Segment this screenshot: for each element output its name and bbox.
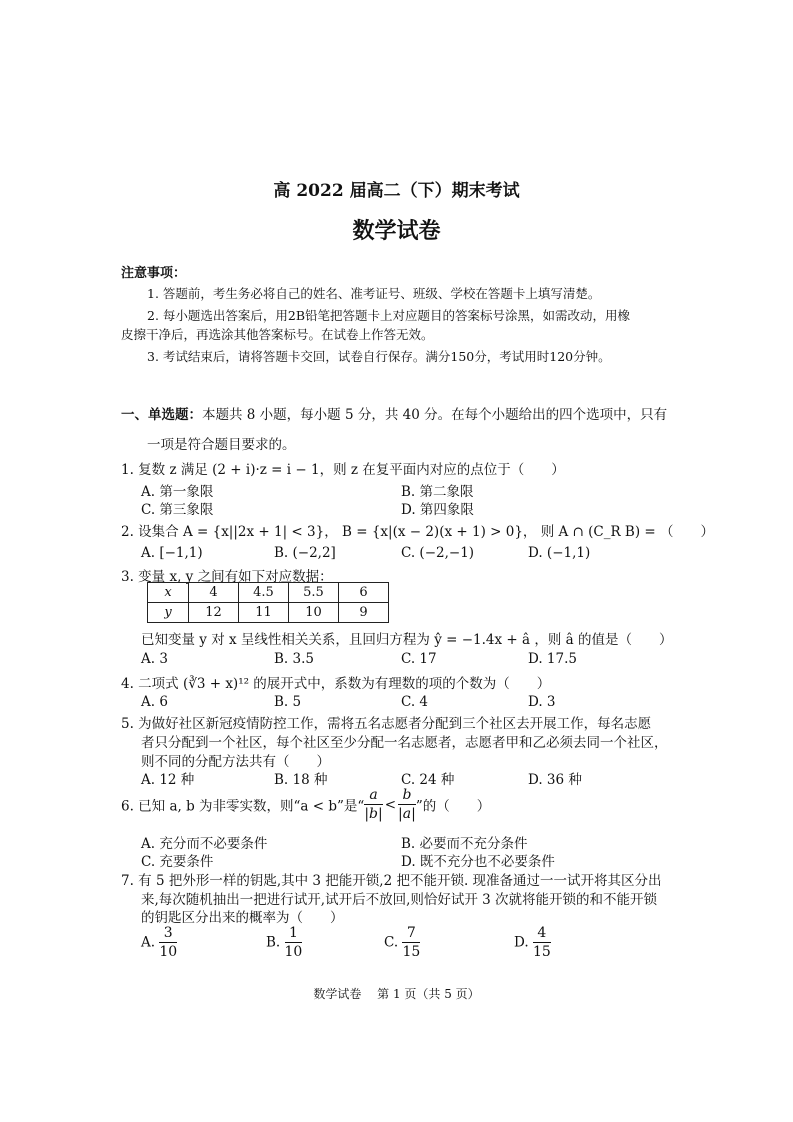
- section-heading: [121, 403, 667, 423]
- fraction-numerator: 4: [533, 924, 551, 943]
- table-cell: 9: [339, 603, 389, 623]
- q6-stem: [121, 786, 490, 823]
- option-label: B.: [266, 934, 281, 951]
- section-text: 本题共 8 小题，每小题 5 分，共 40 分。在每个小题给出的四个选项中，只有: [202, 407, 668, 423]
- q4-option-c: C. 4: [401, 694, 429, 710]
- q2-option-a: A. [−1,1): [141, 545, 203, 561]
- exam-title: 高 2022 届高二（下）期末考试: [273, 181, 520, 201]
- table-cell: 11: [239, 603, 289, 623]
- option-label: D.: [514, 934, 529, 951]
- table-cell: 12: [189, 603, 239, 623]
- section-text-cont: 一项是符合题目要求的。: [147, 437, 296, 453]
- q5-option-b: B. 18 种: [274, 772, 328, 788]
- table-cell: 10: [289, 603, 339, 623]
- q1-option-c: C. 第三象限: [141, 502, 214, 518]
- fraction-denominator: |b|: [364, 806, 383, 822]
- table-cell: 5.5: [289, 583, 339, 603]
- q1-option-a: A. 第一象限: [141, 484, 214, 500]
- fraction-denominator: 15: [532, 944, 551, 960]
- q4-stem: 4. 二项式 (∛3 + x)¹² 的展开式中，系数为有理数的项的个数为（ ）: [121, 676, 551, 692]
- table-header-x: x: [148, 583, 189, 603]
- q6-fraction-1: [364, 786, 382, 823]
- note-item-3: 3. 考试结束后，请将答题卡交回，试卷自行保存。满分150分，考试用时120分钟。: [147, 349, 611, 364]
- note-item-1: 1. 答题前，考生务必将自己的姓名、准考证号、班级、学校在答题卡上填写清楚。: [147, 286, 601, 301]
- q4-option-a: A. 6: [141, 694, 168, 710]
- q7-fraction-b: [285, 924, 303, 961]
- q5-line-2: 者只分配到一个社区，每个社区至少分配一名志愿者，志愿者甲和乙必须去同一个社区，: [141, 735, 668, 751]
- fraction-numerator: b: [398, 786, 416, 805]
- q3-option-a: A. 3: [141, 651, 168, 667]
- q2-option-c: C. (−2,−1): [401, 545, 475, 561]
- q6-option-b: B. 必要而不充分条件: [401, 836, 528, 852]
- q7-option-a: [141, 924, 177, 961]
- q6-option-c: C. 充要条件: [141, 854, 214, 870]
- less-than-sign: <: [384, 796, 397, 813]
- q1-option-b: B. 第二象限: [401, 484, 474, 500]
- q3-option-b: B. 3.5: [274, 651, 314, 667]
- fraction-denominator: 15: [402, 944, 421, 960]
- q5-option-d: D. 36 种: [528, 772, 582, 788]
- q7-fraction-c: [402, 924, 420, 961]
- q2-option-d: D. (−1,1): [528, 545, 591, 561]
- q2-option-b: B. (−2,2]: [274, 545, 336, 561]
- fraction-numerator: a: [364, 786, 382, 805]
- q5-option-c: C. 24 种: [401, 772, 455, 788]
- fraction-denominator: |a|: [398, 806, 416, 822]
- q7-fraction-d: [533, 924, 551, 961]
- q5-option-a: A. 12 种: [141, 772, 195, 788]
- q3-stem-2: 已知变量 y 对 x 呈线性相关关系，且回归方程为 ŷ = −1.4x + â ，则 â 的值是（ ）: [141, 632, 673, 648]
- fraction-denominator: 10: [159, 944, 178, 960]
- q7-option-c: [384, 924, 420, 961]
- q4-option-b: B. 5: [274, 694, 302, 710]
- subject-title: 数学试卷: [352, 218, 441, 244]
- option-label: A.: [141, 934, 156, 951]
- q6-stem-pre: 6. 已知 a, b 为非零实数，则“a < b”是“: [121, 798, 365, 815]
- section-label: 一、单选题：: [121, 407, 202, 423]
- q3-stem: 3. 变量 x, y 之间有如下对应数据：: [121, 569, 333, 585]
- q3-data-table: [147, 582, 389, 623]
- q7-option-b: [266, 924, 302, 961]
- table-cell: 4.5: [239, 583, 289, 603]
- fraction-numerator: 1: [285, 924, 303, 943]
- fraction-numerator: 3: [159, 924, 177, 943]
- fraction-numerator: 7: [402, 924, 420, 943]
- table-cell: 4: [189, 583, 239, 603]
- q7-line-3: 的钥匙区分出来的概率为（ ）: [141, 910, 344, 926]
- q6-option-a: A. 充分而不必要条件: [141, 836, 268, 852]
- page-footer: 数学试卷 第 1 页（共 5 页）: [313, 987, 480, 1001]
- q7-fraction-a: [159, 924, 177, 961]
- q7-line-1: 7. 有 5 把外形一样的钥匙,其中 3 把能开锁,2 把不能开锁. 现准备通过一一试开将其区分出: [121, 873, 662, 889]
- q6-stem-post: ”的（ ）: [415, 798, 491, 815]
- q2-stem: 2. 设集合 A = {x||2x + 1| < 3}， B = {x|(x − 2)(x + 1) > 0}， 则 A ∩ (C_R B) = （ ）: [121, 524, 715, 540]
- q6-option-d: D. 既不充分也不必要条件: [401, 854, 555, 870]
- note-item-2: 2. 每小题选出答案后，用2B铅笔把答题卡上对应题目的答案标号涂黑，如需改动，用橡: [147, 308, 631, 323]
- option-label: C.: [384, 934, 399, 951]
- q3-option-d: D. 17.5: [528, 651, 577, 667]
- table-row: [148, 603, 389, 623]
- q1-stem: 1. 复数 z 满足 (2 + i)·z = i − 1，则 z 在复平面内对应的点位于（ ）: [121, 462, 565, 478]
- q5-line-1: 5. 为做好社区新冠疫情防控工作，需将五名志愿者分配到三个社区去开展工作，每名志愿: [121, 716, 652, 732]
- q6-fraction-2: [398, 786, 416, 823]
- q7-line-2: 来,每次随机抽出一把进行试开,试开后不放回,则恰好试开 3 次就将能开锁的和不能开锁: [141, 892, 658, 908]
- fraction-denominator: 10: [284, 944, 303, 960]
- table-row: [148, 583, 389, 603]
- note-item-2-cont: 皮擦干净后，再选涂其他答案标号。在试卷上作答无效。: [121, 327, 434, 342]
- q3-option-c: C. 17: [401, 651, 437, 667]
- table-cell: 6: [339, 583, 389, 603]
- q7-option-d: [514, 924, 551, 961]
- notes-heading: 注意事项：: [121, 266, 187, 281]
- q5-line-3: 则不同的分配方法共有（ ）: [141, 754, 330, 770]
- q4-option-d: D. 3: [528, 694, 556, 710]
- q1-option-d: D. 第四象限: [401, 502, 474, 518]
- table-header-y: y: [148, 603, 189, 623]
